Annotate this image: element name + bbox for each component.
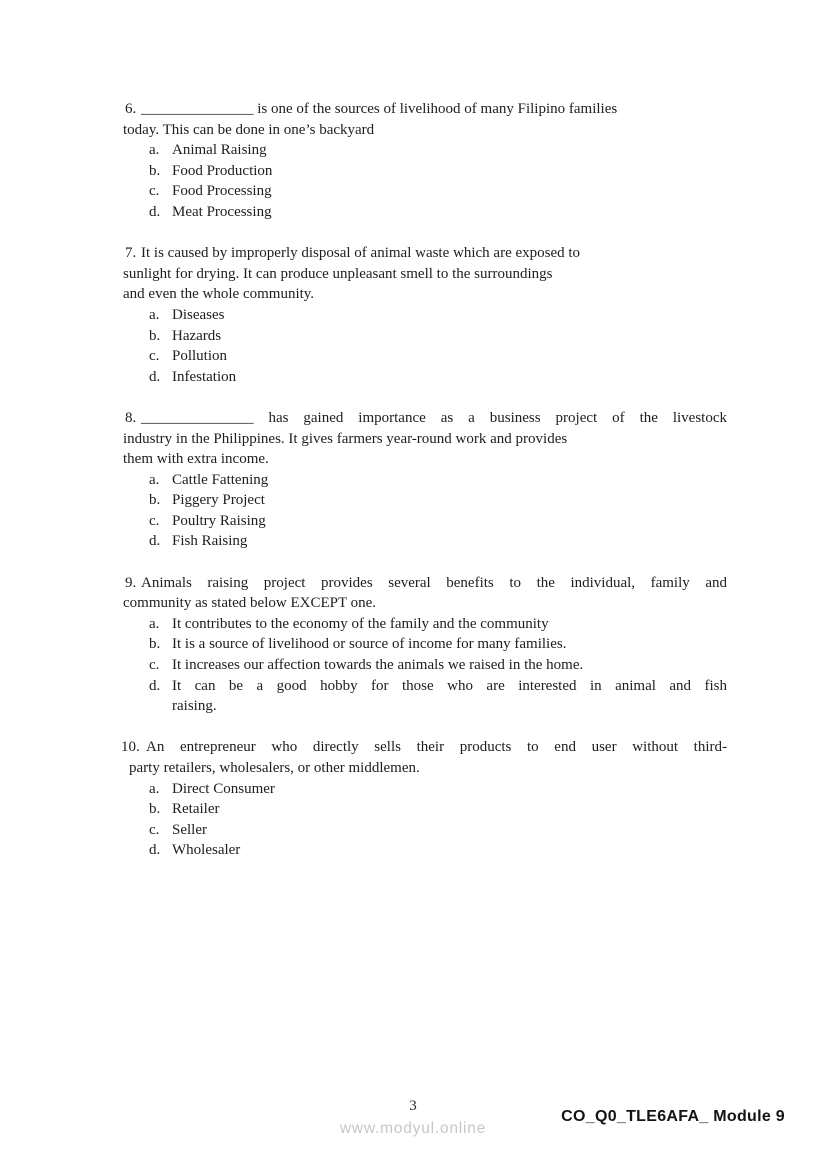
option-text: Food Processing bbox=[172, 183, 272, 200]
option-row bbox=[149, 490, 727, 511]
option-row bbox=[149, 799, 727, 820]
option-text: It can be a good hobby for those who are interested in animal and fish bbox=[172, 677, 727, 694]
option-text: Piggery Project bbox=[172, 492, 265, 509]
option-text: Food Production bbox=[172, 162, 273, 179]
question-stem-line bbox=[121, 737, 727, 758]
question-stem-text: _______________ is one of the sources of livelihood of many Filipino families bbox=[141, 101, 618, 117]
question-number: 8. bbox=[125, 409, 137, 426]
question-8 bbox=[125, 408, 727, 552]
question-stem-line bbox=[125, 408, 727, 429]
option-text: Direct Consumer bbox=[172, 780, 275, 797]
option-row bbox=[149, 181, 727, 202]
question-7 bbox=[125, 243, 727, 387]
option-row bbox=[149, 140, 727, 161]
question-number: 6. bbox=[125, 101, 137, 117]
option-letter: d. bbox=[149, 533, 161, 550]
option-row bbox=[149, 676, 727, 697]
option-text: Infestation bbox=[172, 368, 237, 385]
question-10 bbox=[121, 737, 727, 861]
question-stem-line: and even the whole community. bbox=[123, 286, 315, 303]
option-row bbox=[149, 202, 727, 223]
option-letter: d. bbox=[149, 677, 161, 694]
option-letter: c. bbox=[149, 512, 160, 529]
question-9 bbox=[125, 573, 727, 717]
option-letter: b. bbox=[149, 327, 161, 344]
option-text: It is a source of livelihood or source of income for many families. bbox=[172, 636, 567, 653]
option-text: Wholesaler bbox=[172, 842, 241, 859]
option-letter: c. bbox=[149, 657, 160, 674]
option-row bbox=[149, 531, 727, 552]
option-text: Fish Raising bbox=[172, 533, 248, 550]
option-text: Pollution bbox=[172, 348, 228, 365]
question-stem-text: _______________ has gained importance as a business project of the livestock bbox=[141, 409, 727, 426]
option-row bbox=[149, 634, 727, 655]
option-letter: b. bbox=[149, 162, 161, 179]
option-text: Seller bbox=[172, 821, 207, 838]
option-row bbox=[149, 305, 727, 326]
question-stem-text: It is caused by improperly disposal of animal waste which are exposed to bbox=[141, 245, 581, 262]
option-letter: a. bbox=[149, 306, 160, 323]
option-row bbox=[149, 779, 727, 800]
question-6 bbox=[125, 99, 727, 223]
question-number: 10. bbox=[121, 739, 140, 756]
option-letter: a. bbox=[149, 471, 160, 488]
question-number: 7. bbox=[125, 245, 137, 262]
question-number: 9. bbox=[125, 574, 137, 591]
question-stem-text: An entrepreneur who directly sells their products to end user without third- bbox=[146, 739, 727, 756]
question-stem-line: sunlight for drying. It can produce unpleasant smell to the surroundings bbox=[123, 265, 553, 282]
question-stem-line: them with extra income. bbox=[123, 451, 269, 468]
option-letter: b. bbox=[149, 801, 161, 818]
question-stem-line: industry in the Philippines. It gives farmers year-round work and provides bbox=[123, 430, 568, 447]
quiz-body bbox=[121, 99, 727, 861]
option-text: It contributes to the economy of the family and the community bbox=[172, 615, 549, 632]
option-letter: a. bbox=[149, 142, 160, 159]
option-row bbox=[149, 326, 727, 347]
option-letter: c. bbox=[149, 183, 160, 200]
option-text-continuation: raising. bbox=[172, 698, 217, 715]
option-row bbox=[149, 511, 727, 532]
option-letter: a. bbox=[149, 615, 160, 632]
option-letter: d. bbox=[149, 368, 161, 385]
option-row bbox=[149, 161, 727, 182]
question-stem-line bbox=[125, 573, 727, 594]
option-letter: d. bbox=[149, 842, 161, 859]
option-text: Retailer bbox=[172, 801, 220, 818]
question-stem-line: today. This can be done in one’s backyard bbox=[123, 121, 375, 138]
question-stem-text: Animals raising project provides several benefits to the individual, family and bbox=[141, 574, 727, 591]
option-text: Meat Processing bbox=[172, 203, 272, 220]
option-row bbox=[149, 346, 727, 367]
option-text: Cattle Fattening bbox=[172, 471, 269, 488]
option-text: Hazards bbox=[172, 327, 222, 344]
question-stem-line bbox=[125, 99, 727, 120]
question-stem-line: community as stated below EXCEPT one. bbox=[123, 595, 377, 612]
option-text: Poultry Raising bbox=[172, 512, 266, 529]
question-stem-line bbox=[125, 243, 727, 264]
page-number: 3 bbox=[409, 1098, 417, 1114]
option-text: It increases our affection towards the animals we raised in the home. bbox=[172, 657, 584, 674]
option-letter: c. bbox=[149, 348, 160, 365]
option-text: Diseases bbox=[172, 306, 225, 323]
option-letter: b. bbox=[149, 492, 161, 509]
option-row bbox=[149, 614, 727, 635]
option-letter: b. bbox=[149, 636, 161, 653]
option-text: Animal Raising bbox=[172, 142, 267, 159]
question-stem-line: party retailers, wholesalers, or other middlemen. bbox=[129, 760, 420, 776]
module-code: CO_Q0_TLE6AFA_ Module 9 bbox=[561, 1108, 785, 1125]
option-row bbox=[149, 470, 727, 491]
option-letter: d. bbox=[149, 203, 161, 220]
option-letter: a. bbox=[149, 780, 160, 797]
option-row bbox=[149, 840, 727, 861]
option-row bbox=[149, 367, 727, 388]
option-row bbox=[149, 655, 727, 676]
watermark: www.modyul.online bbox=[339, 1120, 487, 1137]
option-row bbox=[149, 820, 727, 841]
option-letter: c. bbox=[149, 821, 160, 838]
